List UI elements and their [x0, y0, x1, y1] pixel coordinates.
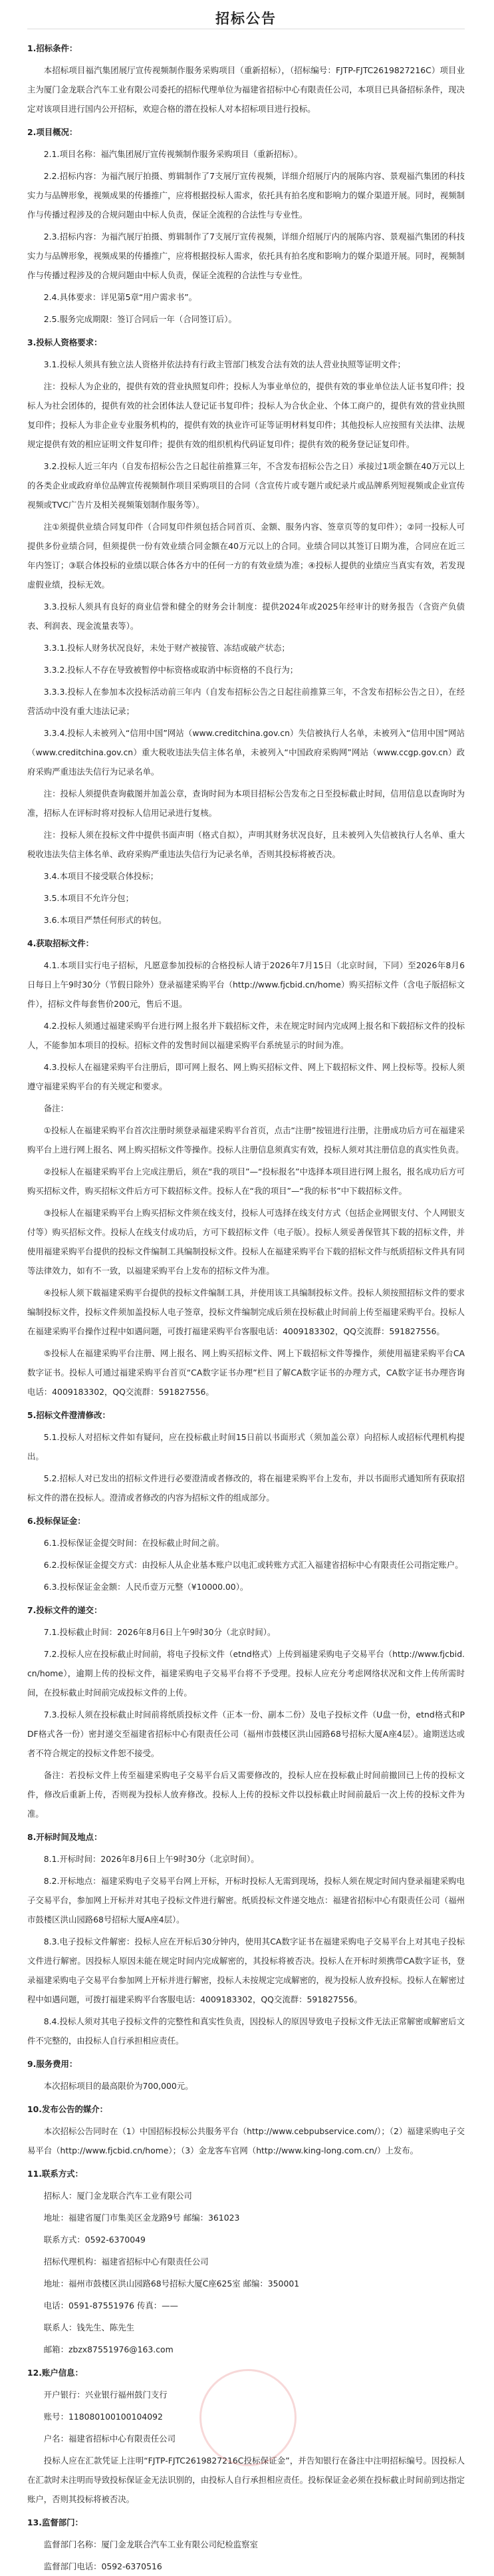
paragraph: ④投标人须下载福建采购平台提供的投标文件编制工具，并使用该工具编制投标文件。投标人须按照招标文件的要求编制投标文件，投标文件须加盖投标人电子签章，投标文件编制完成后须在投标截止时间前上传至福建采购平台。投标人在福建采购平台操作过程中如遇问题，可拨打福建采购平台客服电话：4009183302，QQ交流群：591827556。	[27, 1288, 465, 1336]
paragraph: 8.1.开标时间：2026年8月6日上午9时30分（北京时间）。	[43, 1854, 259, 1864]
paragraph: 招标人：厦门金龙联合汽车工业有限公司	[43, 2191, 192, 2201]
paragraph: 地址：福州市鼓楼区洪山园路68号招标大厦C座625室 邮编：350001	[43, 2279, 300, 2289]
paragraph: 8.2.开标地点：福建采购电子交易平台网上开标，开标时投标人无需到现场，投标人须在规定时间内登录福建采购电子交易平台，参加网上开标并对其电子投标文件进行解密。纸质投标文件递交地点：福建省招标中心有限责任公司（福州市鼓楼区洪山园路68号招标大厦A座4层）。	[27, 1876, 465, 1925]
paragraph: 5.2.招标人对已发出的招标文件进行必要澄清或者修改的，将在福建采购平台上发布，并以书面形式通知所有获取招标文件的潜在投标人。澄清或者修改的内容为招标文件的组成部分。	[27, 1473, 465, 1503]
paragraph: 3.4.本项目不接受联合体投标；	[43, 871, 159, 881]
paragraph: 监督部门电话：0592-6370516	[43, 2561, 162, 2571]
paragraph: 3.6.本项目严禁任何形式的转包。	[43, 915, 167, 925]
paragraph: 注①须提供业绩合同复印件（合同复印件须包括合同首页、金额、服务内容、签章页等的复印件）；②同一投标人可提供多份业绩合同，但须提供一份有效业绩合同金额在40万元以上的合同。业绩合同以其签订日期为准，合同应在近三年内签订；③联合体投标的业绩以联合体各方中的任何一方的有效业绩为准；④投标人提供的业绩应当真实有效，若发现虚假业绩，投标无效。	[27, 522, 465, 590]
paragraph: 2.2.招标内容：为福汽展厅拍摄、剪辑制作了7支展厅宣传视频，详细介绍展厅内的展陈内容、景观福汽集团的科技实力与品牌形象，视频成果的传播推广，应将根据投标人需求，依托具有拍名度和影响力的媒介渠道开展。同时，视频制作与传播过程涉及的合规问题由中标人负责，保证全流程的合法性与专业性。	[27, 171, 465, 220]
paragraph: 4.3.投标人在福建采购平台注册后，即可网上报名、网上购买招标文件、网上下载招标文件、网上投标等。投标人须遵守福建采购平台的有关规定和要求。	[27, 1062, 465, 1091]
section-heading: 3.投标人资格要求：	[27, 337, 102, 347]
section-heading: 4.获取招标文件：	[27, 938, 94, 948]
paragraph: 7.3.投标人须在投标截止时间前将纸质投标文件（正本一份、副本二份）及电子投标文件（U盘一份，etnd格式和PDF格式各一份）密封递交至福建省招标中心有限责任公司（福州市鼓楼区洪山园路68号招标大厦A座4层）。逾期送达或者不符合规定的投标文件恕不接受。	[27, 1710, 465, 1758]
paragraph: ①投标人在福建采购平台首次注册时须登录福建采购平台首页，点击“注册”按钮进行注册，注册成功后方可在福建采购平台上进行网上报名、网上购买招标文件等操作。投标人注册信息须真实有效，投标人须对其注册信息的真实性负责。	[27, 1125, 465, 1155]
paragraph: ②投标人在福建采购平台上完成注册后，须在“我的项目”—“投标报名”中选择本项目进行网上报名，报名成功后方可购买招标文件，购买招标文件后方可下载招标文件。投标人在“我的项目”—“我的标书”中下载招标文件。	[27, 1167, 465, 1196]
paragraph: 2.1.项目名称：福汽集团展厅宣传视频制作服务采购项目（重新招标）。	[43, 149, 303, 159]
paragraph: 开户银行：兴业银行福州鼓门支行	[43, 2390, 168, 2400]
paragraph: 7.2.投标人应在投标截止时间前，将电子投标文件（etnd格式）上传到福建采购电子交易平台（http://www.fjcbid.cn/home），逾期上传的投标文件，福建采购电子交易平台将不予受理。投标人应充分考虑网络状况和文件上传所需时间，在投标截止时间前完成投标文件的上传。	[27, 1649, 465, 1698]
paragraph: 4.2.投标人须通过福建采购平台进行网上报名并下载招标文件，未在规定时间内完成网上报名和下载招标文件的投标人，不能参加本项目的投标。招标文件的发售时间以福建采购平台系统显示的时间为准。	[27, 1021, 465, 1050]
paragraph: 2.5.服务完成期限：签订合同后一年（合同签订后）。	[43, 314, 237, 324]
paragraph: 本次招标公告同时在（1）中国招标投标公共服务平台（http://www.cebpubservice.com/）；（2）福建采购电子交易平台（http://www.fjcbid.cn/home）；（3）金龙客车官网（http://www.king-long.com.cn/）上发布。	[27, 2126, 465, 2155]
paragraph: 备注：	[43, 1103, 68, 1113]
paragraph: 地址：福建省厦门市集美区金龙路9号 邮编：361023	[43, 2213, 240, 2223]
paragraph: 联系方式：0592-6370049	[43, 2235, 146, 2245]
paragraph: 邮箱：zbzx87551976@163.com	[43, 2344, 174, 2354]
page-title: 招标公告	[27, 0, 465, 29]
section-heading: 2.项目概况：	[27, 127, 78, 137]
paragraph: 4.1.本项目实行电子招标，凡愿意参加投标的合格投标人请于2026年7月15日（北京时间，下同）至2026年8月6日每日上午9时30分（节假日除外）登录福建采购平台（http://www.fjcbid.cn/home）购买招标文件（含电子版招标文件），招标文件每套售价200元，售后不退。	[27, 960, 465, 1009]
paragraph: 3.3.2.投标人不存在导致被暂停中标资格或取消中标资格的不良行为；	[43, 665, 299, 675]
paragraph: 本招标项目福汽集团展厅宣传视频制作服务采购项目（重新招标），（招标编号：FJTP-FJTC2619827216C）项目业主为厦门金龙联合汽车工业有限公司委托的招标代理单位为福建省招标中心有限责任公司，本项目已具备招标条件，现决定对该项目进行国内公开招标，欢迎合格的潜在投标人对本招标项目进行投标。	[27, 65, 465, 114]
paragraph: ③投标人在福建采购平台上购买招标文件须在线支付，投标人可选择在线支付方式（包括企业网银支付、个人网银支付等）购买招标文件。投标人在线支付成功后，方可下载招标文件（电子版）。投标人须妥善保管其下载的招标文件，并使用福建采购平台提供的投标文件编制工具编制投标文件。投标人在福建采购平台下载的招标文件与纸质招标文件具有同等法律效力，如有不一致，以福建采购平台上发布的招标文件为准。	[27, 1208, 465, 1276]
section-heading: 1.招标条件：	[27, 43, 78, 53]
announcement-body	[27, 39, 465, 2576]
paragraph: 5.1.投标人对招标文件如有疑问，应在投标截止时间15日前以书面形式（须加盖公章）向招标人或招标代理机构提出。	[27, 1432, 465, 1461]
paragraph: 联系人：钱先生、陈先生	[43, 2322, 135, 2332]
paragraph: 3.3.4.投标人未被列入“信用中国”网站（www.creditchina.gov.cn）失信被执行人名单，未被列入“信用中国”网站（www.creditchina.gov.cn）重大税收违法失信主体名单，未被列入“中国政府采购网”网站（www.ccgp.gov.cn）政府采购严重违法失信行为记录名单。	[27, 728, 465, 777]
paragraph: 注：投标人为企业的，提供有效的营业执照复印件；投标人为事业单位的，提供有效的事业单位法人证书复印件；投标人为社会团体的，提供有效的社会团体法人登记证书复印件；投标人为合伙企业、个体工商户的，提供有效的营业执照复印件；投标人为非企业专业服务机构的，提供有效的执业许可证等证明材料复印件；其他投标人应按照有关法律、法规规定提供有效的相应证明文件复印件；提供有效的组织机构代码证复印件；提供有效的税务登记证复印件。	[27, 381, 465, 449]
paragraph: 备注：若投标文件上传至福建采购电子交易平台后又需要修改的，投标人应在投标截止时间前撤回已上传的投标文件，修改后重新上传，否则视为投标人放弃修改。投标人上传的投标文件以投标截止时间前最后一次上传的投标文件为准。	[27, 1770, 465, 1819]
paragraph: 6.2.投标保证金提交方式：由投标人从企业基本账户以电汇或转账方式汇入福建省招标中心有限责任公司指定账户。	[43, 1560, 463, 1570]
paragraph: 监督部门名称：厦门金龙联合汽车工业有限公司纪检监察室	[43, 2539, 258, 2549]
paragraph: 8.3.电子投标文件解密：投标人应在开标后30分钟内，使用其CA数字证书在福建采购电子交易平台上对其电子投标文件进行解密。因投标人原因未能在规定时间内完成解密的，其投标将被否决。投标人在开标时须携带CA数字证书，登录福建采购电子交易平台参加网上开标并进行解密，投标人未按规定完成解密的，视为投标人放弃投标。投标人在解密过程中如遇问题，可拨打福建采购平台客服电话：4009183302，QQ交流群：591827556。	[27, 1936, 465, 2004]
section-heading: 5.招标文件澄清修改：	[27, 1410, 110, 1420]
paragraph: 注：投标人须在投标文件中提供书面声明（格式自拟），声明其财务状况良好，且未被列入失信被执行人名单、重大税收违法失信主体名单、政府采购严重违法失信行为记录名单，否则其投标将被否决。	[27, 830, 465, 859]
paragraph: 投标人应在汇款凭证上注明“FJTP-FJTC2619827216C投标保证金”，并告知银行在备注中注明招标编号。因投标人在汇款时未注明而导致投标保证金无法识别的，由投标人自行承担相应责任。投标保证金必须在投标截止时间前到达指定账户，否则其投标将被否决。	[27, 2456, 465, 2504]
paragraph: 6.3.投标保证金金额：人民币壹万元整（¥10000.00）。	[43, 1582, 249, 1592]
paragraph: 3.1.投标人须具有独立法人资格并依法持有行政主管部门核发合法有效的法人营业执照等证明文件；	[43, 359, 406, 369]
section-heading: 9.服务费用：	[27, 2059, 78, 2069]
section-heading: 8.开标时间及地点：	[27, 1832, 102, 1842]
paragraph: 注：投标人须提供查询截图并加盖公章，查询时间为本项目招标公告发布之日至投标截止时间，信用信息以查询时为准，招标人在评标时将对投标人信用记录进行复核。	[27, 789, 465, 818]
paragraph: 2.3.招标内容：为福汽展厅拍摄、剪辑制作了7支展厅宣传视频，详细介绍展厅内的展陈内容、景观福汽集团的科技实力与品牌形象，视频成果的传播推广，应将根据投标人需求，依托具有拍名度和影响力的媒介渠道开展。同时，视频制作与传播过程涉及的合规问题由中标人负责，保证全流程的合法性与专业性。	[27, 232, 465, 280]
paragraph: 2.4.具体要求：详见第5章“用户需求书”。	[43, 292, 197, 302]
section-heading: 10.发布公告的媒介：	[27, 2104, 108, 2114]
paragraph: 账号：118080100100104092	[43, 2412, 163, 2422]
seal-stamp	[199, 2369, 297, 2466]
section-heading: 11.联系方式：	[27, 2169, 83, 2179]
paragraph: 本次招标项目的最高限价为700,000元。	[43, 2081, 193, 2091]
paragraph: 8.4.投标人须对其电子投标文件的完整性和真实性负责，因投标人的原因导致电子投标文件无法正常解密或解密后文件不完整的，由投标人自行承担相应责任。	[27, 2016, 465, 2046]
section-heading: 6.投标保证金：	[27, 1516, 86, 1526]
section-heading: 12.账户信息：	[27, 2368, 83, 2378]
paragraph: 6.1.投标保证金提交时间：在投标截止时间之前。	[43, 1538, 225, 1548]
section-heading: 7.投标文件的递交：	[27, 1605, 102, 1615]
paragraph: 招标代理机构：福建省招标中心有限责任公司	[43, 2257, 209, 2267]
paragraph: 3.2.投标人近三年内（自发布招标公告之日起往前推算三年，不含发布招标公告之日）承接过1项金额在40万元以上的各类企业或政府单位品牌宣传视频制作项目采购项目的合同（含宣传片或专题片或纪录片或品牌系列短视频或企业宣传视频或TVC广告片及相关视频策划制作服务等）。	[27, 461, 465, 510]
paragraph: 3.3.投标人须具有良好的商业信誉和健全的财务会计制度：提供2024年或2025年经审计的财务报告（含资产负债表、利润表、现金流量表等）。	[27, 602, 465, 631]
paragraph: ⑤投标人在福建采购平台注册、网上报名、网上购买招标文件、网上下载招标文件等操作，须使用福建采购平台CA数字证书。投标人可通过福建采购平台首页“CA数字证书办理”栏目了解CA数字证书的办理方式，CA数字证书办理咨询电话：4009183302，QQ交流群：591827556。	[27, 1348, 465, 1397]
paragraph: 户名：福建省招标中心有限责任公司	[43, 2434, 176, 2444]
paragraph: 7.1.投标截止时间：2026年8月6日上午9时30分（北京时间）。	[43, 1627, 276, 1637]
paragraph: 3.3.1.投标人财务状况良好，未处于财产被接管、冻结或破产状态；	[43, 643, 290, 653]
paragraph: 3.3.3.投标人在参加本次投标活动前三年内（自发布招标公告之日起往前推算三年，不含发布招标公告之日），在经营活动中没有重大违法记录；	[27, 687, 465, 716]
paragraph: 电话：0591-87551976 传真：——	[43, 2300, 178, 2310]
section-heading: 13.监督部门：	[27, 2517, 83, 2527]
paragraph: 3.5.本项目不允许分包；	[43, 893, 134, 903]
